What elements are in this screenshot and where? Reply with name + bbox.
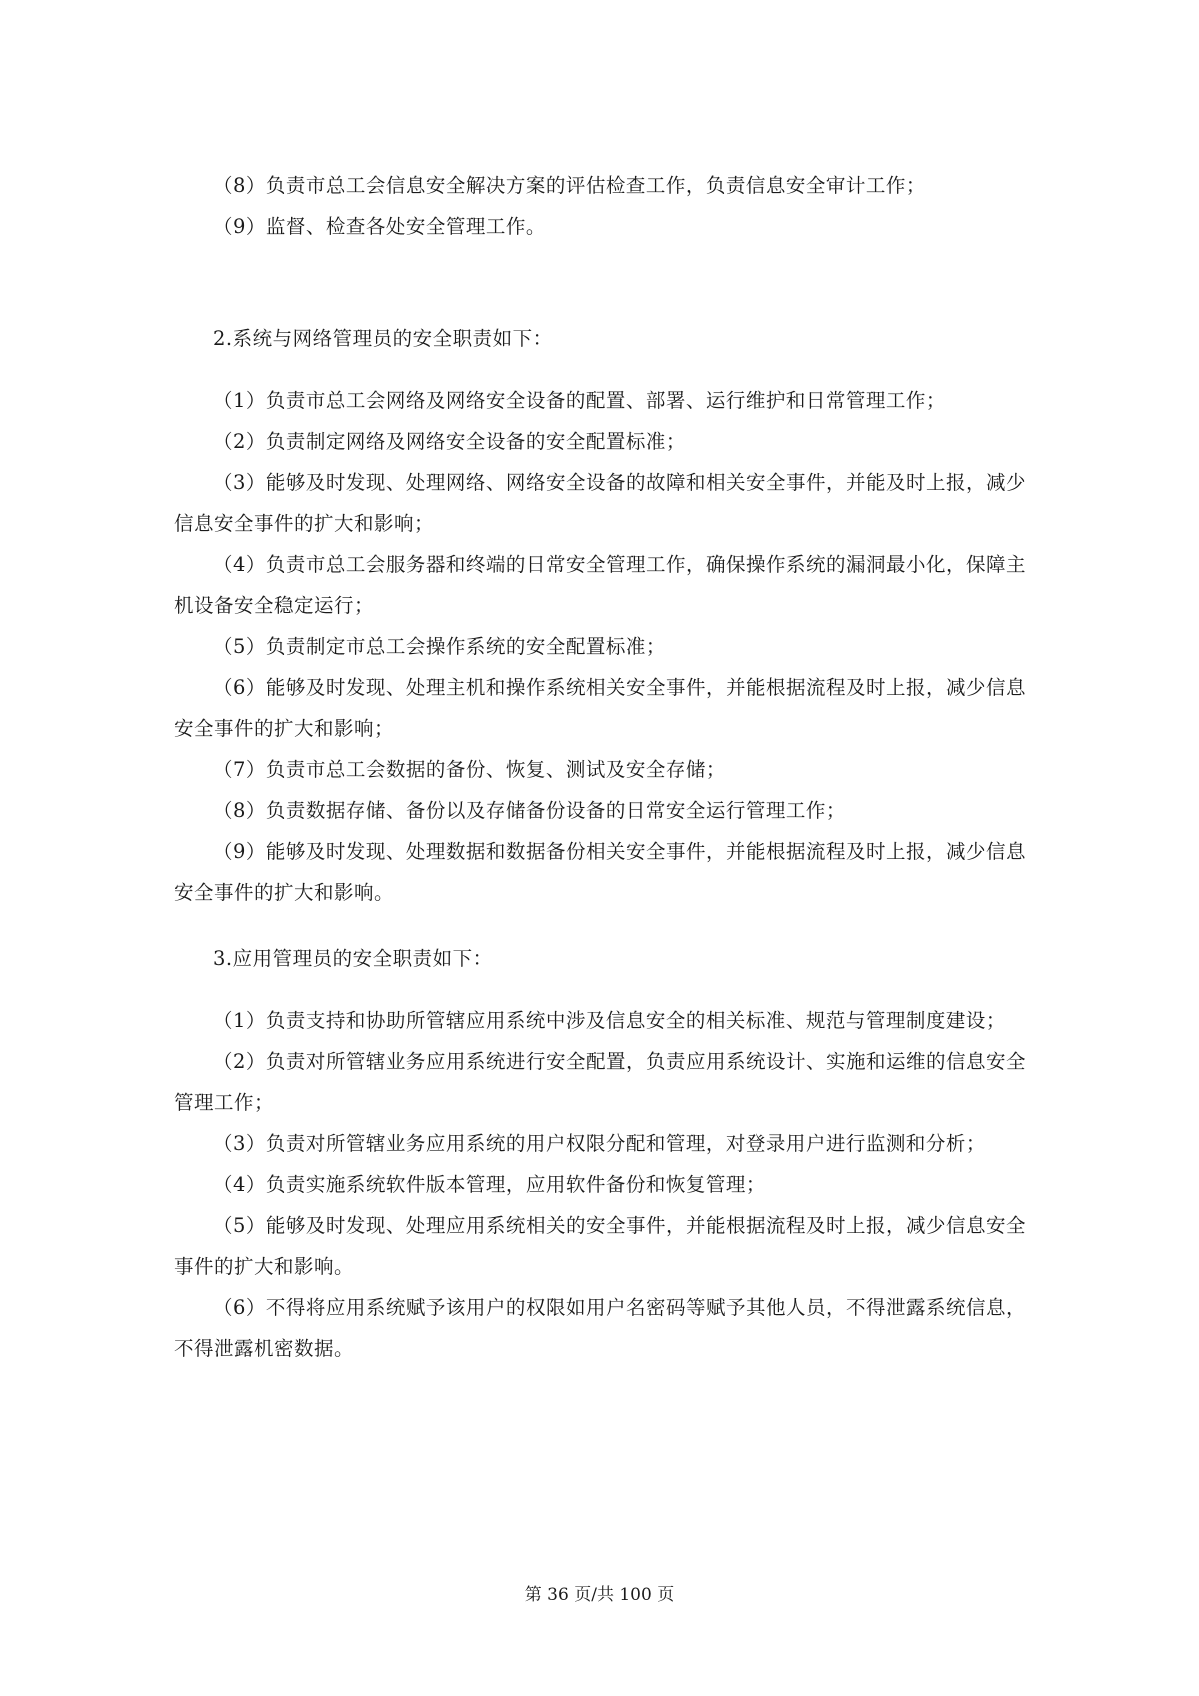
section3-item-1: （1）负责支持和协助所管辖应用系统中涉及信息安全的相关标准、规范与管理制度建设； (213, 1009, 1006, 1032)
section2-item-2: （2）负责制定网络及网络安全设备的安全配置标准； (213, 430, 686, 453)
page-content (174, 165, 1026, 1369)
section3-item-2: （2）负责对所管辖业务应用系统进行安全配置，负责应用系统设计、实施和运维的信息安全管理工作； (174, 1050, 1026, 1114)
section3-item-3: （3）负责对所管辖业务应用系统的用户权限分配和管理，对登录用户进行监测和分析； (213, 1132, 986, 1155)
section2-item-8: （8）负责数据存储、备份以及存储备份设备的日常安全运行管理工作； (213, 799, 846, 822)
section3-item-5: （5）能够及时发现、处理应用系统相关的安全事件，并能根据流程及时上报，减少信息安全事件的扩大和影响。 (174, 1214, 1026, 1278)
section2-item-1: （1）负责市总工会网络及网络安全设备的配置、部署、运行维护和日常管理工作； (213, 389, 946, 412)
section2-item-5: （5）负责制定市总工会操作系统的安全配置标准； (213, 635, 666, 658)
section1-item-8: （8）负责市总工会信息安全解决方案的评估检查工作，负责信息安全审计工作； (213, 174, 926, 197)
section3-item-4: （4）负责实施系统软件版本管理，应用软件备份和恢复管理； (213, 1173, 766, 1196)
section3-item-6: （6）不得将应用系统赋予该用户的权限如用户名密码等赋予其他人员，不得泄露系统信息，不得泄露机密数据。 (174, 1296, 1026, 1360)
section2-item-6: （6）能够及时发现、处理主机和操作系统相关安全事件，并能根据流程及时上报，减少信息安全事件的扩大和影响； (174, 676, 1026, 740)
section2-item-4: （4）负责市总工会服务器和终端的日常安全管理工作，确保操作系统的漏洞最小化，保障主机设备安全稳定运行； (174, 553, 1026, 617)
section2-heading: 2.系统与网络管理员的安全职责如下： (213, 327, 553, 350)
section2-item-9: （9）能够及时发现、处理数据和数据备份相关安全事件，并能根据流程及时上报，减少信息安全事件的扩大和影响。 (174, 840, 1026, 904)
section2-item-7: （7）负责市总工会数据的备份、恢复、测试及安全存储； (213, 758, 726, 781)
section3-heading: 3.应用管理员的安全职责如下： (213, 947, 493, 970)
page-number-footer: 第 36 页/共 100 页 (524, 1585, 675, 1605)
section1-item-9: （9）监督、检查各处安全管理工作。 (213, 215, 546, 238)
section2-item-3: （3）能够及时发现、处理网络、网络安全设备的故障和相关安全事件，并能及时上报，减少信息安全事件的扩大和影响； (174, 471, 1026, 535)
